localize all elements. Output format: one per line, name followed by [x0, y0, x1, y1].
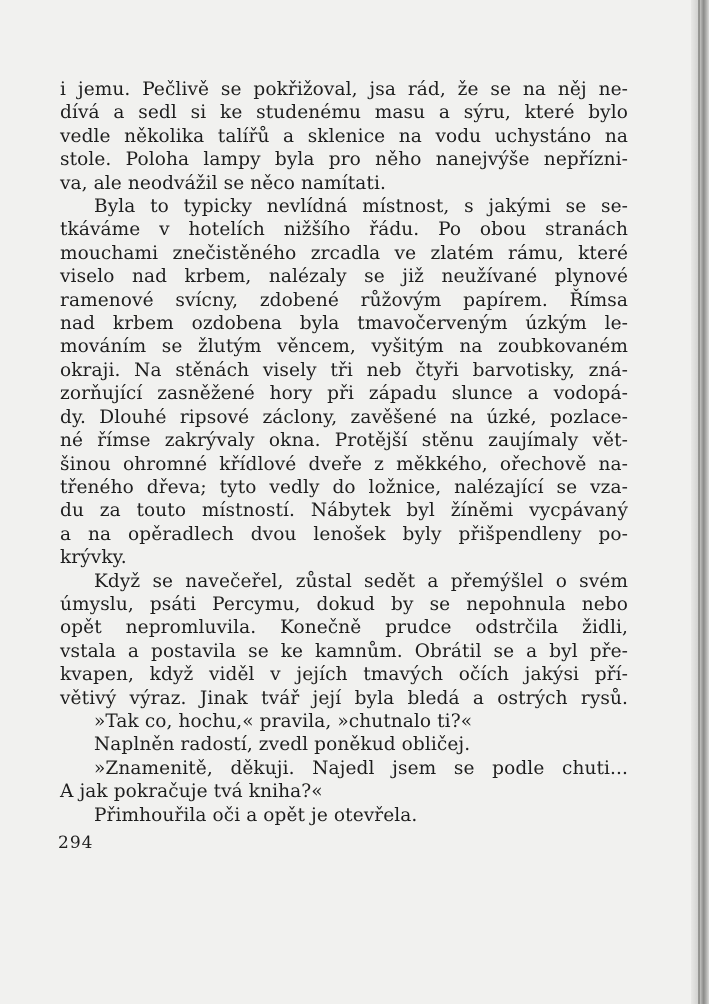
text-line: Byla to typicky nevlídná místnost, s jakými se se- [94, 196, 628, 218]
text-line: stole. Poloha lampy byla pro něho nanejvýše nepřízni- [60, 149, 628, 171]
text-line: ramenové svícny, zdobené růžovým papírem. Římsa [60, 289, 628, 311]
text-line: kvapen, když viděl v jejích tmavých očích jakýsi pří- [60, 664, 628, 686]
text-line: »Tak co, hochu,« pravila, »chutnalo ti?« [94, 710, 473, 732]
page-number: 294 [58, 833, 94, 853]
text-line: mováním se žlutým věncem, vyšitým na zoubkovaném [60, 336, 628, 358]
text-line: né římse zakrývaly okna. Protější stěnu zaujímaly vět- [60, 430, 628, 452]
text-line: A jak pokračuje tvá kniha?« [60, 781, 323, 803]
page-gutter-edge [691, 0, 709, 1004]
text-line: opět nepromluvila. Konečně prudce odstrčila židli, [60, 617, 628, 639]
text-line: vstala a postavila se ke kamnům. Obrátil se a byl pře- [60, 640, 628, 662]
text-line: »Znamenitě, děkuji. Najedl jsem se podle chuti... [94, 757, 628, 779]
text-line: i jemu. Pečlivě se pokřižoval, jsa rád, že se na něj ne- [60, 79, 628, 100]
text-line: úmyslu, psáti Percymu, dokud by se nepohnula nebo [60, 593, 628, 615]
text-line: okraji. Na stěnách visely tři neb čtyři barvotisky, zná- [60, 359, 628, 381]
text-line: Přimhouřila oči a opět je otevřela. [94, 804, 418, 826]
text-line: zorňující zasněžené hory při západu slunce a vodopá- [60, 383, 628, 405]
text-line: třeného dřeva; tyto vedly do ložnice, nalézající se vza- [60, 476, 628, 498]
text-line: větivý výraz. Jinak tvář její byla bledá a ostrých rysů. [60, 687, 628, 709]
text-line: viselo nad krbem, nalézaly se již neužívané plynové [60, 266, 628, 288]
text-line: dy. Dlouhé ripsové záclony, zavěšené na úzké, pozlace- [60, 406, 628, 428]
text-line: a na opěradlech dvou lenošek byly přišpendleny po- [60, 523, 628, 545]
text-line: vedle několika talířů a sklenice na vodu uchystáno na [60, 125, 628, 147]
text-line: dívá a sedl si ke studenému masu a sýru, které bylo [60, 102, 628, 124]
text-line: Naplněn radostí, zvedl poněkud obličej. [94, 734, 471, 756]
text-line: Když se navečeřel, zůstal sedět a přemýšlel o svém [94, 570, 628, 592]
text-line: šinou ohromné křídlové dveře z měkkého, ořechově na- [60, 453, 628, 475]
body-text [60, 78, 628, 827]
text-line: tkáváme v hotelích nižšího řádu. Po obou stranách [60, 219, 628, 241]
text-line: krývky. [60, 547, 127, 569]
text-line: va, ale neodvážil se něco namítati. [60, 172, 386, 194]
text-line: mouchami znečistěného zrcadla ve zlatém rámu, které [60, 242, 628, 264]
text-line: nad krbem ozdobena byla tmavočerveným úzkým le- [60, 313, 628, 335]
text-line: du za touto místností. Nábytek byl žíněmi vycpávaný [60, 500, 628, 522]
